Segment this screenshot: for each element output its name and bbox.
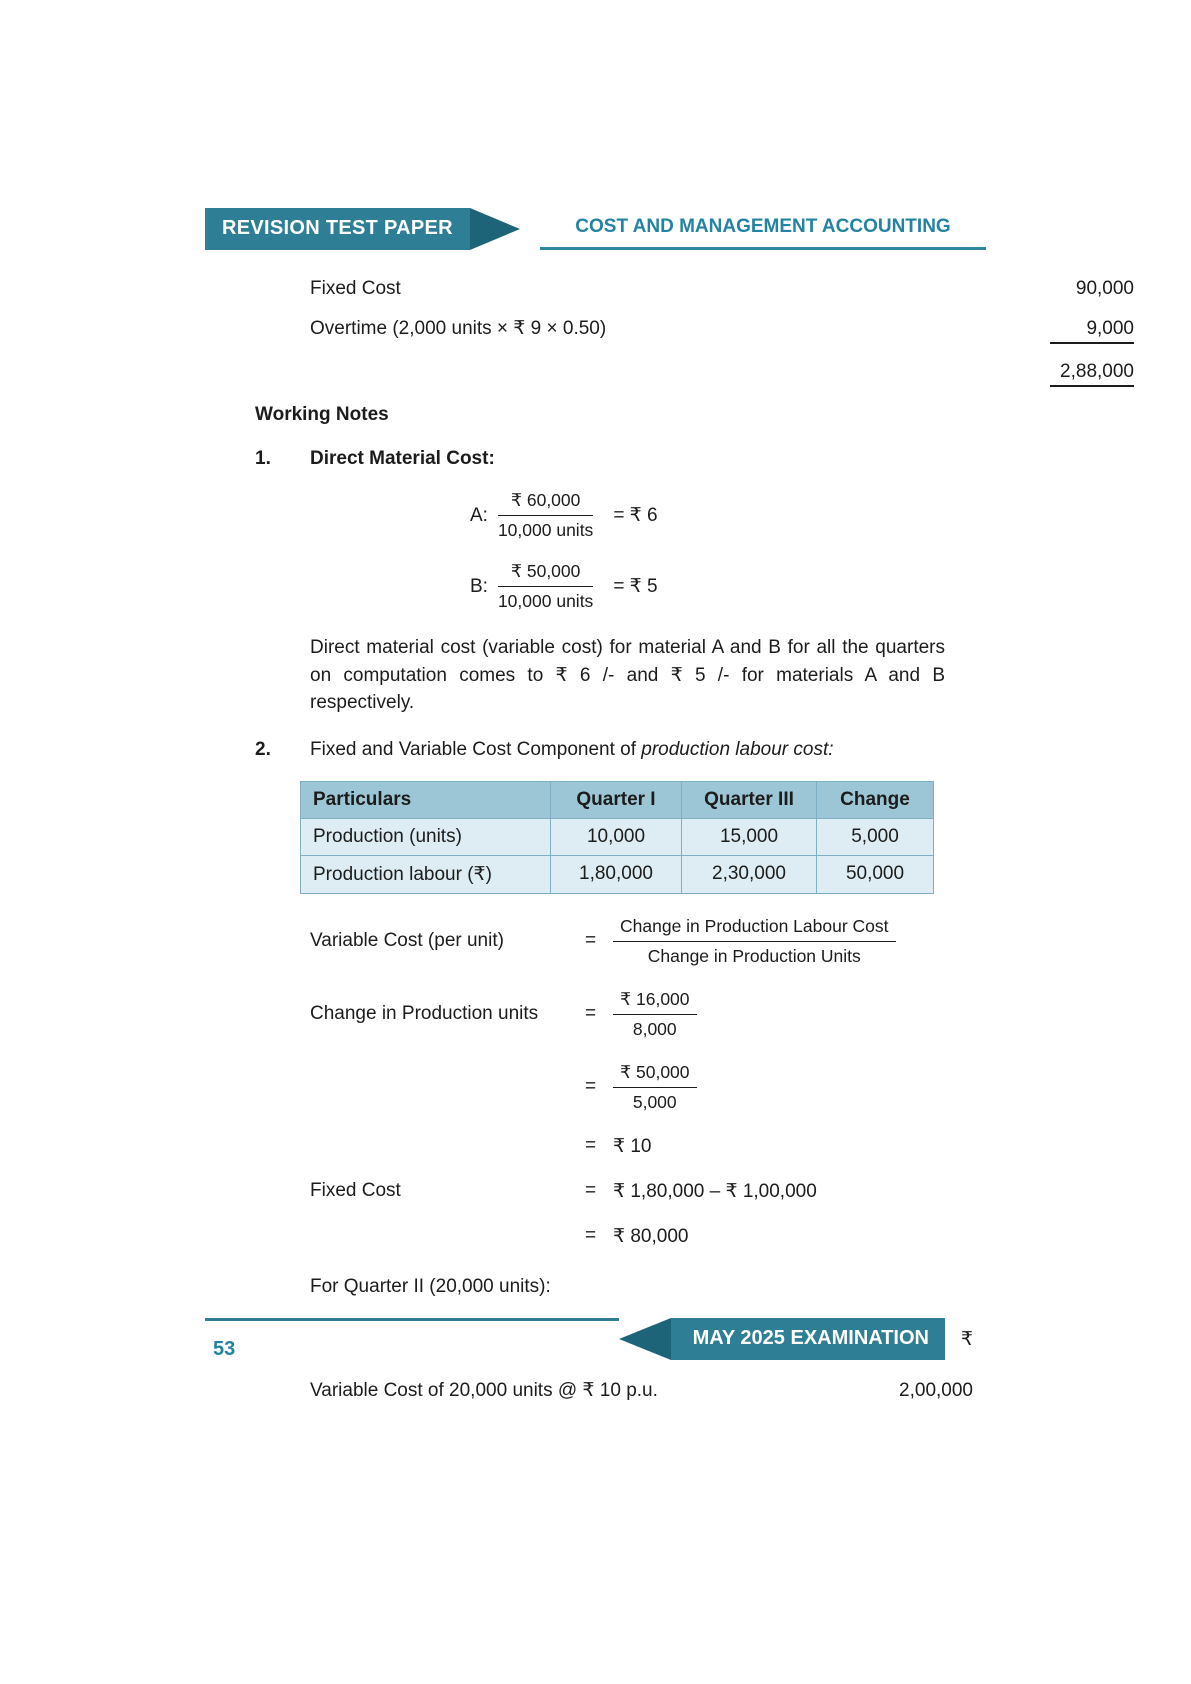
note-1-number: 1. <box>255 448 271 469</box>
equals-sign: = <box>585 1135 597 1157</box>
header-quarter-1: Quarter I <box>551 781 682 818</box>
equals-sign: = <box>585 1180 597 1202</box>
material-b-numerator: ₹ 50,000 <box>498 561 593 587</box>
material-a-fraction <box>498 490 593 541</box>
subject-title: COST AND MANAGEMENT ACCOUNTING <box>540 216 986 250</box>
variable-cost-q2-row <box>310 1379 973 1402</box>
variable-cost-q2-label: Variable Cost of 20,000 units @ ₹ 10 p.u. <box>310 1379 658 1401</box>
fifty-thousand-fraction <box>613 1062 697 1113</box>
working-notes-heading: Working Notes <box>255 404 389 425</box>
change-in-production-units-row <box>310 989 1191 1040</box>
page-header <box>205 208 986 250</box>
examination-banner: MAY 2025 EXAMINATION <box>671 1318 945 1360</box>
equals-sign: = <box>585 1076 597 1098</box>
cell-production-units-q1: 10,000 <box>551 818 682 855</box>
page-footer <box>205 1318 945 1360</box>
note-1-title: Direct Material Cost: <box>310 448 495 469</box>
variable-cost-fraction <box>613 916 896 967</box>
total-amount: 2,88,000 <box>1050 361 1134 387</box>
material-b-fraction <box>498 561 593 612</box>
header-change: Change <box>817 781 934 818</box>
overtime-amount: 9,000 <box>1050 318 1134 344</box>
table-row <box>301 818 934 855</box>
rupee-column-symbol: ₹ <box>960 1328 973 1350</box>
change-units-fraction <box>613 989 697 1040</box>
overtime-label: Overtime (2,000 units × ₹ 9 × 0.50) <box>310 318 607 339</box>
header-quarter-3: Quarter III <box>682 781 817 818</box>
fraction-denominator: 8,000 <box>632 1018 677 1039</box>
note-1-heading-row <box>255 448 945 470</box>
material-b-denominator: 10,000 units <box>497 591 594 611</box>
calc-label: Change in Production units <box>310 1003 539 1025</box>
calc-continuation-row <box>310 1062 1191 1113</box>
material-b-result: = ₹ 5 <box>613 576 658 597</box>
table-header-row <box>301 781 934 818</box>
material-a-numerator: ₹ 60,000 <box>498 490 593 516</box>
equals-sign: = <box>585 930 597 952</box>
fixed-cost-label: Fixed Cost <box>310 278 401 299</box>
material-a-calculation <box>470 490 1191 541</box>
note-2-title-italic: production labour cost: <box>641 738 834 760</box>
fraction-numerator: ₹ 16,000 <box>613 989 697 1015</box>
note-2-number: 2. <box>255 738 271 760</box>
table-row <box>301 855 934 893</box>
equals-sign: = <box>585 1225 597 1247</box>
fraction-numerator: ₹ 50,000 <box>613 1062 697 1088</box>
banner-arrow-icon <box>470 208 520 250</box>
cell-production-labour-label: Production labour (₹) <box>301 855 551 893</box>
material-a-label: A: <box>470 504 488 526</box>
page-number: 53 <box>213 1338 236 1360</box>
material-a-denominator: 10,000 units <box>497 520 594 540</box>
material-b-calculation <box>470 561 1191 612</box>
footer-arrow-icon <box>619 1318 671 1360</box>
material-a-result: = ₹ 6 <box>613 505 658 526</box>
cost-summary <box>310 278 1134 387</box>
note-2-heading-row <box>255 739 945 761</box>
equals-sign: = <box>585 1003 597 1025</box>
fixed-cost-row <box>310 278 1134 300</box>
result-ten-row <box>310 1135 1191 1158</box>
quarter-2-heading: For Quarter II (20,000 units): <box>310 1275 551 1297</box>
total-row <box>310 361 1134 387</box>
variable-cost-q2-amount: 2,00,000 <box>899 1379 973 1401</box>
cell-production-labour-q1: 1,80,000 <box>551 855 682 893</box>
fraction-denominator: 5,000 <box>632 1091 677 1112</box>
note-1-paragraph: Direct material cost (variable cost) for material A and B for all the quarters on computation comes to ₹ 6 /- and ₹ 5 /- for materials A and B respectively. <box>310 637 945 714</box>
calc-value: ₹ 10 <box>613 1135 652 1157</box>
calc-value: ₹ 1,80,000 – ₹ 1,00,000 <box>613 1180 817 1202</box>
material-b-label: B: <box>470 575 488 597</box>
fixed-cost-amount: 90,000 <box>1075 278 1134 299</box>
calc-label: Variable Cost (per unit) <box>310 930 504 952</box>
labour-cost-table <box>300 781 934 894</box>
calc-value: ₹ 80,000 <box>613 1225 689 1247</box>
cell-production-labour-q3: 2,30,000 <box>682 855 817 893</box>
cell-production-units-q3: 15,000 <box>682 818 817 855</box>
cell-production-units-label: Production (units) <box>301 818 551 855</box>
banner-title: REVISION TEST PAPER <box>205 208 470 250</box>
fraction-denominator: Change in Production Units <box>647 945 861 966</box>
fraction-numerator: Change in Production Labour Cost <box>613 916 896 942</box>
header-particulars: Particulars <box>301 781 551 818</box>
revision-test-paper-banner <box>205 208 520 250</box>
variable-cost-per-unit-row <box>310 916 1191 967</box>
fixed-cost-calc-row <box>310 1180 1191 1203</box>
note-2-title-regular: Fixed and Variable Cost Component of <box>310 738 642 760</box>
calc-label: Fixed Cost <box>310 1180 401 1202</box>
fixed-cost-result-row <box>310 1225 1191 1248</box>
footer-divider <box>205 1318 619 1321</box>
note-2-title <box>310 739 834 761</box>
cell-production-labour-change: 50,000 <box>817 855 934 893</box>
overtime-row <box>310 317 1134 344</box>
cell-production-units-change: 5,000 <box>817 818 934 855</box>
